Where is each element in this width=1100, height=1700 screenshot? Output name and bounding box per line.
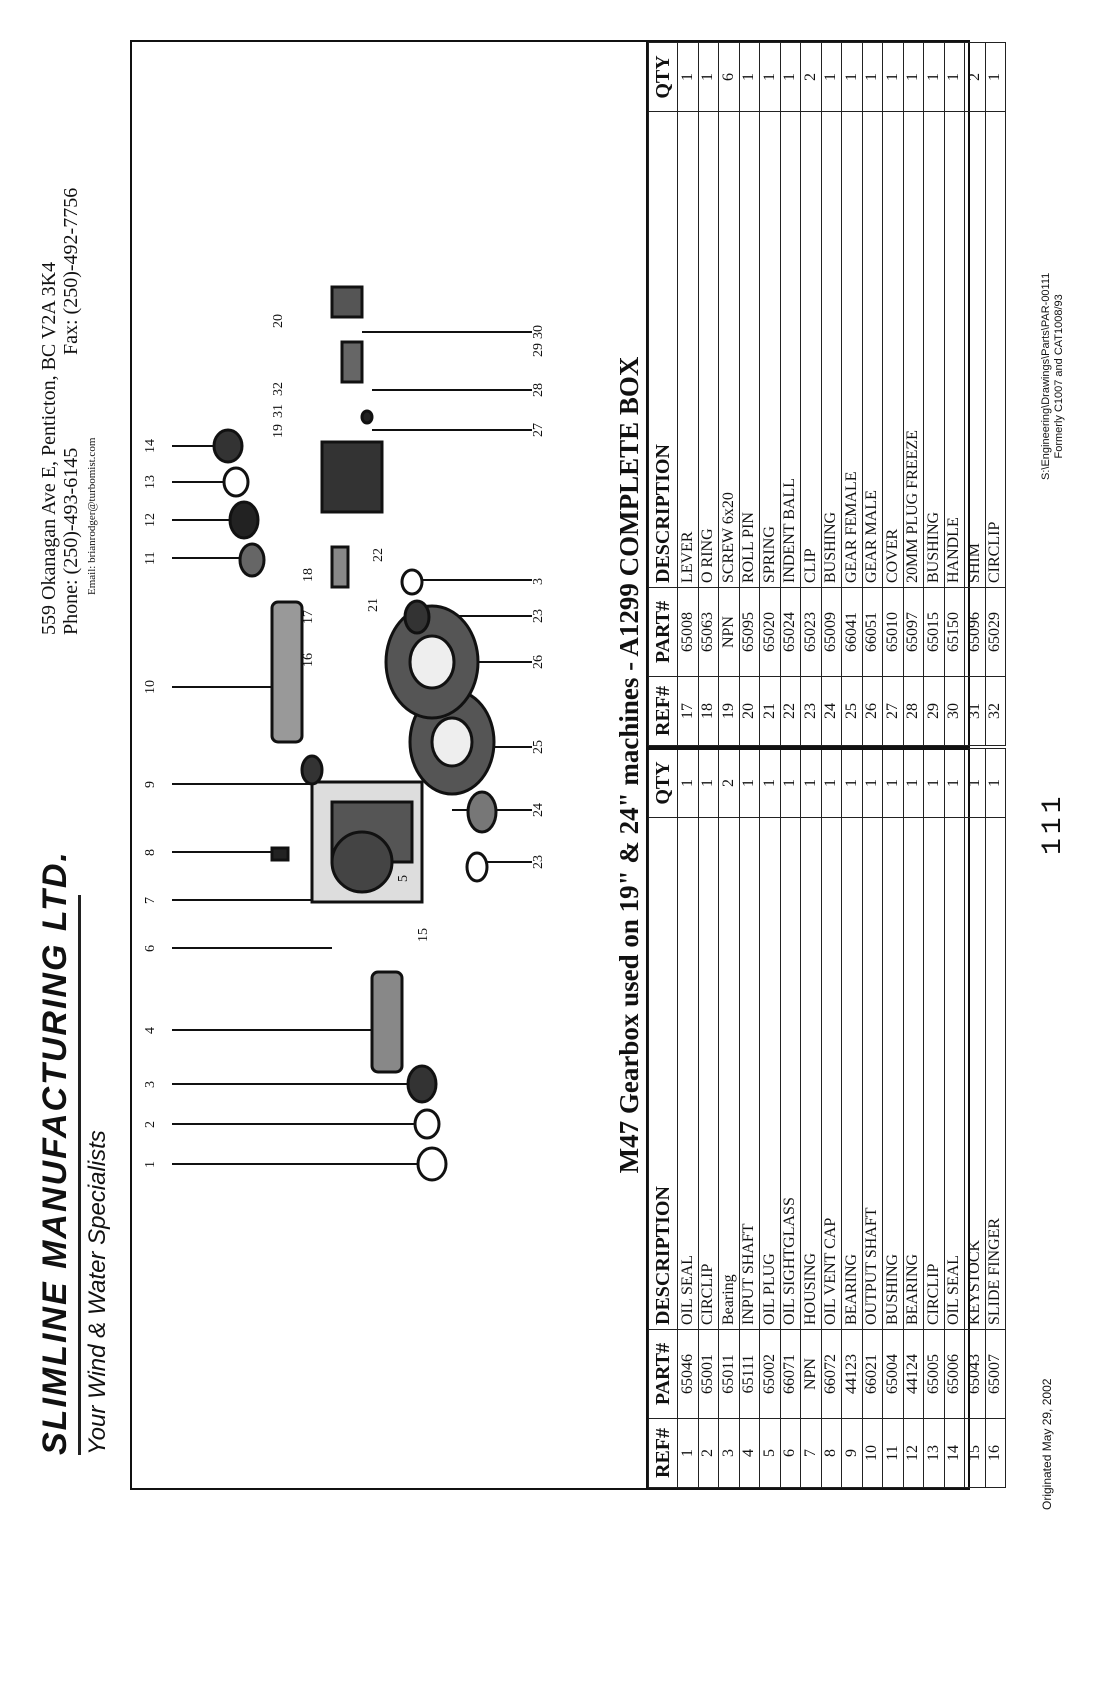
cell-description: BUSHING [821, 112, 842, 588]
cell-part: 65015 [924, 588, 945, 677]
cell-part: 65046 [678, 1330, 699, 1419]
cell-part: 65001 [698, 1330, 719, 1419]
cell-part: 66051 [862, 588, 883, 677]
cell-ref: 2 [698, 1419, 719, 1488]
cell-qty: 1 [760, 43, 781, 112]
svg-text:10: 10 [143, 680, 158, 694]
cell-ref: 31 [965, 677, 986, 746]
svg-text:21: 21 [366, 598, 381, 612]
parts-table-right [648, 42, 1006, 746]
svg-text:25: 25 [531, 740, 546, 754]
table-row [698, 749, 719, 1488]
cell-part: 66072 [821, 1330, 842, 1419]
svg-text:24: 24 [531, 803, 546, 817]
table-divider [648, 746, 968, 750]
company-address: 559 Okanagan Ave E, Penticton, BC V2A 3K4 [38, 261, 60, 635]
cell-part: 66071 [780, 1330, 801, 1419]
table-row [985, 43, 1006, 746]
cell-qty: 1 [760, 749, 781, 818]
cell-description: SCREW 6x20 [719, 112, 740, 588]
svg-text:7: 7 [143, 897, 158, 904]
svg-text:3: 3 [143, 1081, 158, 1088]
table-row [903, 43, 924, 746]
cell-description: LEVER [678, 112, 699, 588]
header-ref: REF# [649, 1419, 678, 1488]
cell-description: O RING [698, 112, 719, 588]
cell-description: INPUT SHAFT [739, 818, 760, 1330]
cell-qty: 2 [719, 749, 740, 818]
svg-text:8: 8 [143, 849, 158, 856]
company-fax: Fax: (250)-492-7756 [60, 187, 82, 355]
cell-part: 65010 [883, 588, 904, 677]
table-header-row [649, 749, 678, 1488]
cell-qty: 1 [883, 43, 904, 112]
cell-part: 65111 [739, 1330, 760, 1419]
cell-part: 66041 [842, 588, 863, 677]
svg-text:15: 15 [416, 928, 431, 942]
table-row [883, 749, 904, 1488]
cell-ref: 11 [883, 1419, 904, 1488]
cell-qty: 6 [719, 43, 740, 112]
cell-ref: 1 [678, 1419, 699, 1488]
header-description: DESCRIPTION [649, 112, 678, 588]
cell-qty: 1 [862, 749, 883, 818]
svg-text:11: 11 [143, 551, 158, 565]
svg-text:20: 20 [271, 314, 286, 328]
cell-part: 65009 [821, 588, 842, 677]
cell-ref: 3 [719, 1419, 740, 1488]
svg-text:14: 14 [143, 439, 158, 453]
table-row [780, 749, 801, 1488]
svg-text:31: 31 [271, 404, 286, 418]
cell-qty: 1 [944, 749, 965, 818]
svg-text:26: 26 [531, 655, 546, 669]
cell-qty: 1 [862, 43, 883, 112]
cell-description: ROLL PIN [739, 112, 760, 588]
cell-ref: 27 [883, 677, 904, 746]
cell-description: CIRCLIP [924, 818, 945, 1330]
header-qty: QTY [649, 43, 678, 112]
table-row [883, 43, 904, 746]
cell-ref: 24 [821, 677, 842, 746]
cell-qty: 1 [698, 749, 719, 818]
cell-part: 65024 [780, 588, 801, 677]
cell-qty: 1 [965, 749, 986, 818]
table-row [821, 43, 842, 746]
table-row [760, 43, 781, 746]
cell-ref: 13 [924, 1419, 945, 1488]
header-ref: REF# [649, 677, 678, 746]
table-row [985, 749, 1006, 1488]
table-row [719, 749, 740, 1488]
svg-text:29: 29 [531, 343, 546, 357]
cell-description: Bearing [719, 818, 740, 1330]
cell-qty: 2 [965, 43, 986, 112]
cell-part: 65007 [985, 1330, 1006, 1419]
cell-description: GEAR FEMALE [842, 112, 863, 588]
cell-ref: 19 [719, 677, 740, 746]
cell-ref: 4 [739, 1419, 760, 1488]
cell-part: 65029 [985, 588, 1006, 677]
cell-qty: 1 [903, 43, 924, 112]
svg-text:2: 2 [143, 1121, 158, 1128]
cell-description: OIL VENT CAP [821, 818, 842, 1330]
header-part: PART# [649, 1330, 678, 1419]
cell-qty: 1 [842, 749, 863, 818]
cell-description: CIRCLIP [698, 818, 719, 1330]
cell-qty: 1 [739, 43, 760, 112]
cell-qty: 1 [985, 43, 1006, 112]
cell-description: HANDLE [944, 112, 965, 588]
company-tagline: Your Wind & Water Specialists [84, 1130, 111, 1455]
cell-part: 65011 [719, 1330, 740, 1419]
formerly-line: Formerly C1007 and CAT1008/93 [1053, 294, 1065, 459]
company-underline [78, 895, 81, 1455]
svg-text:1: 1 [143, 1161, 158, 1168]
cell-part: 66021 [862, 1330, 883, 1419]
svg-text:9: 9 [143, 781, 158, 788]
table-row [739, 749, 760, 1488]
cell-qty: 1 [903, 749, 924, 818]
table-header-row [649, 43, 678, 746]
cell-ref: 23 [801, 677, 822, 746]
table-row [924, 749, 945, 1488]
cell-part: 65006 [944, 1330, 965, 1419]
table-row [842, 43, 863, 746]
cell-part: 65002 [760, 1330, 781, 1419]
cell-part: 65095 [739, 588, 760, 677]
page-number: 111 [1038, 792, 1069, 855]
cell-qty: 1 [678, 43, 699, 112]
parts-table-left [648, 748, 1006, 1488]
cell-ref: 10 [862, 1419, 883, 1488]
cell-part: NPN [719, 588, 740, 677]
cell-description: GEAR MALE [862, 112, 883, 588]
cell-qty: 1 [780, 749, 801, 818]
cell-ref: 9 [842, 1419, 863, 1488]
cell-ref: 7 [801, 1419, 822, 1488]
table-row [965, 43, 986, 746]
cell-description: 20MM PLUG FREEZE [903, 112, 924, 588]
parts-table-right-body [678, 43, 1006, 746]
svg-text:30: 30 [531, 325, 546, 339]
cell-ref: 17 [678, 677, 699, 746]
table-row [944, 43, 965, 746]
table-row [698, 43, 719, 746]
cell-description: COVER [883, 112, 904, 588]
cell-description: CLIP [801, 112, 822, 588]
svg-text:3: 3 [531, 578, 546, 585]
cell-ref: 32 [985, 677, 1006, 746]
svg-text:23: 23 [531, 609, 546, 623]
cell-ref: 15 [965, 1419, 986, 1488]
svg-text:32: 32 [271, 382, 286, 396]
cell-ref: 6 [780, 1419, 801, 1488]
cell-part: 65150 [944, 588, 965, 677]
cell-qty: 1 [698, 43, 719, 112]
table-row [842, 749, 863, 1488]
cell-ref: 16 [985, 1419, 1006, 1488]
cell-qty: 1 [842, 43, 863, 112]
cell-qty: 1 [924, 43, 945, 112]
table-row [760, 749, 781, 1488]
company-email: Email: brianrodger@turbomist.com [86, 437, 98, 595]
file-path-line: S:\Engineering\Drawings\Parts\PAR-00111 [1040, 272, 1052, 480]
cell-description: HOUSING [801, 818, 822, 1330]
table-row [903, 749, 924, 1488]
cell-description: BEARING [903, 818, 924, 1330]
cell-ref: 8 [821, 1419, 842, 1488]
header-description: DESCRIPTION [649, 818, 678, 1330]
cell-part: 65004 [883, 1330, 904, 1419]
company-name: SLIMLINE MANUFACTURING LTD. [36, 850, 74, 1455]
cell-qty: 1 [944, 43, 965, 112]
cell-ref: 29 [924, 677, 945, 746]
cell-qty: 1 [821, 43, 842, 112]
table-row [944, 749, 965, 1488]
cell-description: BUSHING [883, 818, 904, 1330]
company-phone: Phone: (250)-493-6145 [60, 447, 82, 635]
svg-text:27: 27 [531, 423, 546, 437]
exploded-gearbox-diagram [132, 42, 612, 1488]
page-footer [1040, 90, 1080, 1510]
cell-qty: 1 [678, 749, 699, 818]
table-row [801, 749, 822, 1488]
svg-text:19: 19 [271, 424, 286, 438]
table-row [801, 43, 822, 746]
table-row [862, 43, 883, 746]
company-header [36, 35, 111, 1455]
cell-part: 65097 [903, 588, 924, 677]
cell-part: 65005 [924, 1330, 945, 1419]
cell-part: 65008 [678, 588, 699, 677]
cell-ref: 18 [698, 677, 719, 746]
table-row [719, 43, 740, 746]
svg-text:12: 12 [143, 513, 158, 527]
svg-text:23: 23 [531, 855, 546, 869]
cell-description: OIL SEAL [944, 818, 965, 1330]
cell-part: 65096 [965, 588, 986, 677]
cell-description: OIL SIGHTGLASS [780, 818, 801, 1330]
file-path [1040, 273, 1066, 480]
svg-text:22: 22 [371, 548, 386, 562]
cell-description: SLIDE FINGER [985, 818, 1006, 1330]
cell-part: 65043 [965, 1330, 986, 1419]
cell-qty: 1 [821, 749, 842, 818]
table-row [862, 749, 883, 1488]
cell-ref: 12 [903, 1419, 924, 1488]
cell-ref: 14 [944, 1419, 965, 1488]
cell-part: 65020 [760, 588, 781, 677]
cell-qty: 1 [985, 749, 1006, 818]
table-row [821, 749, 842, 1488]
cell-description: KEYSTOCK [965, 818, 986, 1330]
svg-text:5: 5 [396, 875, 411, 882]
originated-date: Originated May 29, 2002 [1040, 1378, 1054, 1510]
cell-description: INDENT BALL [780, 112, 801, 588]
cell-part: 44123 [842, 1330, 863, 1419]
cell-description: BEARING [842, 818, 863, 1330]
cell-part: 65063 [698, 588, 719, 677]
svg-text:4: 4 [143, 1027, 158, 1034]
header-qty: QTY [649, 749, 678, 818]
cell-part: 44124 [903, 1330, 924, 1419]
svg-text:18: 18 [301, 568, 316, 582]
cell-ref: 20 [739, 677, 760, 746]
table-row [678, 749, 699, 1488]
cell-ref: 28 [903, 677, 924, 746]
cell-description: CIRCLIP [985, 112, 1006, 588]
svg-text:17: 17 [301, 610, 316, 624]
cell-part: 65023 [801, 588, 822, 677]
cell-qty: 1 [780, 43, 801, 112]
cell-ref: 22 [780, 677, 801, 746]
svg-text:6: 6 [143, 945, 158, 952]
cell-qty: 1 [739, 749, 760, 818]
cell-description: BUSHING [924, 112, 945, 588]
parts-table-section [612, 42, 1004, 1488]
table-row [780, 43, 801, 746]
svg-text:28: 28 [531, 383, 546, 397]
cell-qty: 2 [801, 43, 822, 112]
cell-qty: 1 [801, 749, 822, 818]
table-row [739, 43, 760, 746]
cell-description: OIL SEAL [678, 818, 699, 1330]
cell-qty: 1 [883, 749, 904, 818]
cell-ref: 21 [760, 677, 781, 746]
cell-ref: 26 [862, 677, 883, 746]
cell-ref: 25 [842, 677, 863, 746]
table-row [924, 43, 945, 746]
cell-qty: 1 [924, 749, 945, 818]
cell-ref: 5 [760, 1419, 781, 1488]
parts-table-left-body [678, 749, 1006, 1488]
table-row [678, 43, 699, 746]
header-part: PART# [649, 588, 678, 677]
table-row [965, 749, 986, 1488]
cell-description: SHIM [965, 112, 986, 588]
cell-ref: 30 [944, 677, 965, 746]
svg-text:13: 13 [143, 475, 158, 489]
svg-text:16: 16 [301, 653, 316, 667]
cell-part: NPN [801, 1330, 822, 1419]
cell-description: OIL PLUG [760, 818, 781, 1330]
parts-table-title: M47 Gearbox used on 19" & 24" machines - A1299 COMPLETE BOX [612, 42, 648, 1488]
cell-description: OUTPUT SHAFT [862, 818, 883, 1330]
cell-description: SPRING [760, 112, 781, 588]
